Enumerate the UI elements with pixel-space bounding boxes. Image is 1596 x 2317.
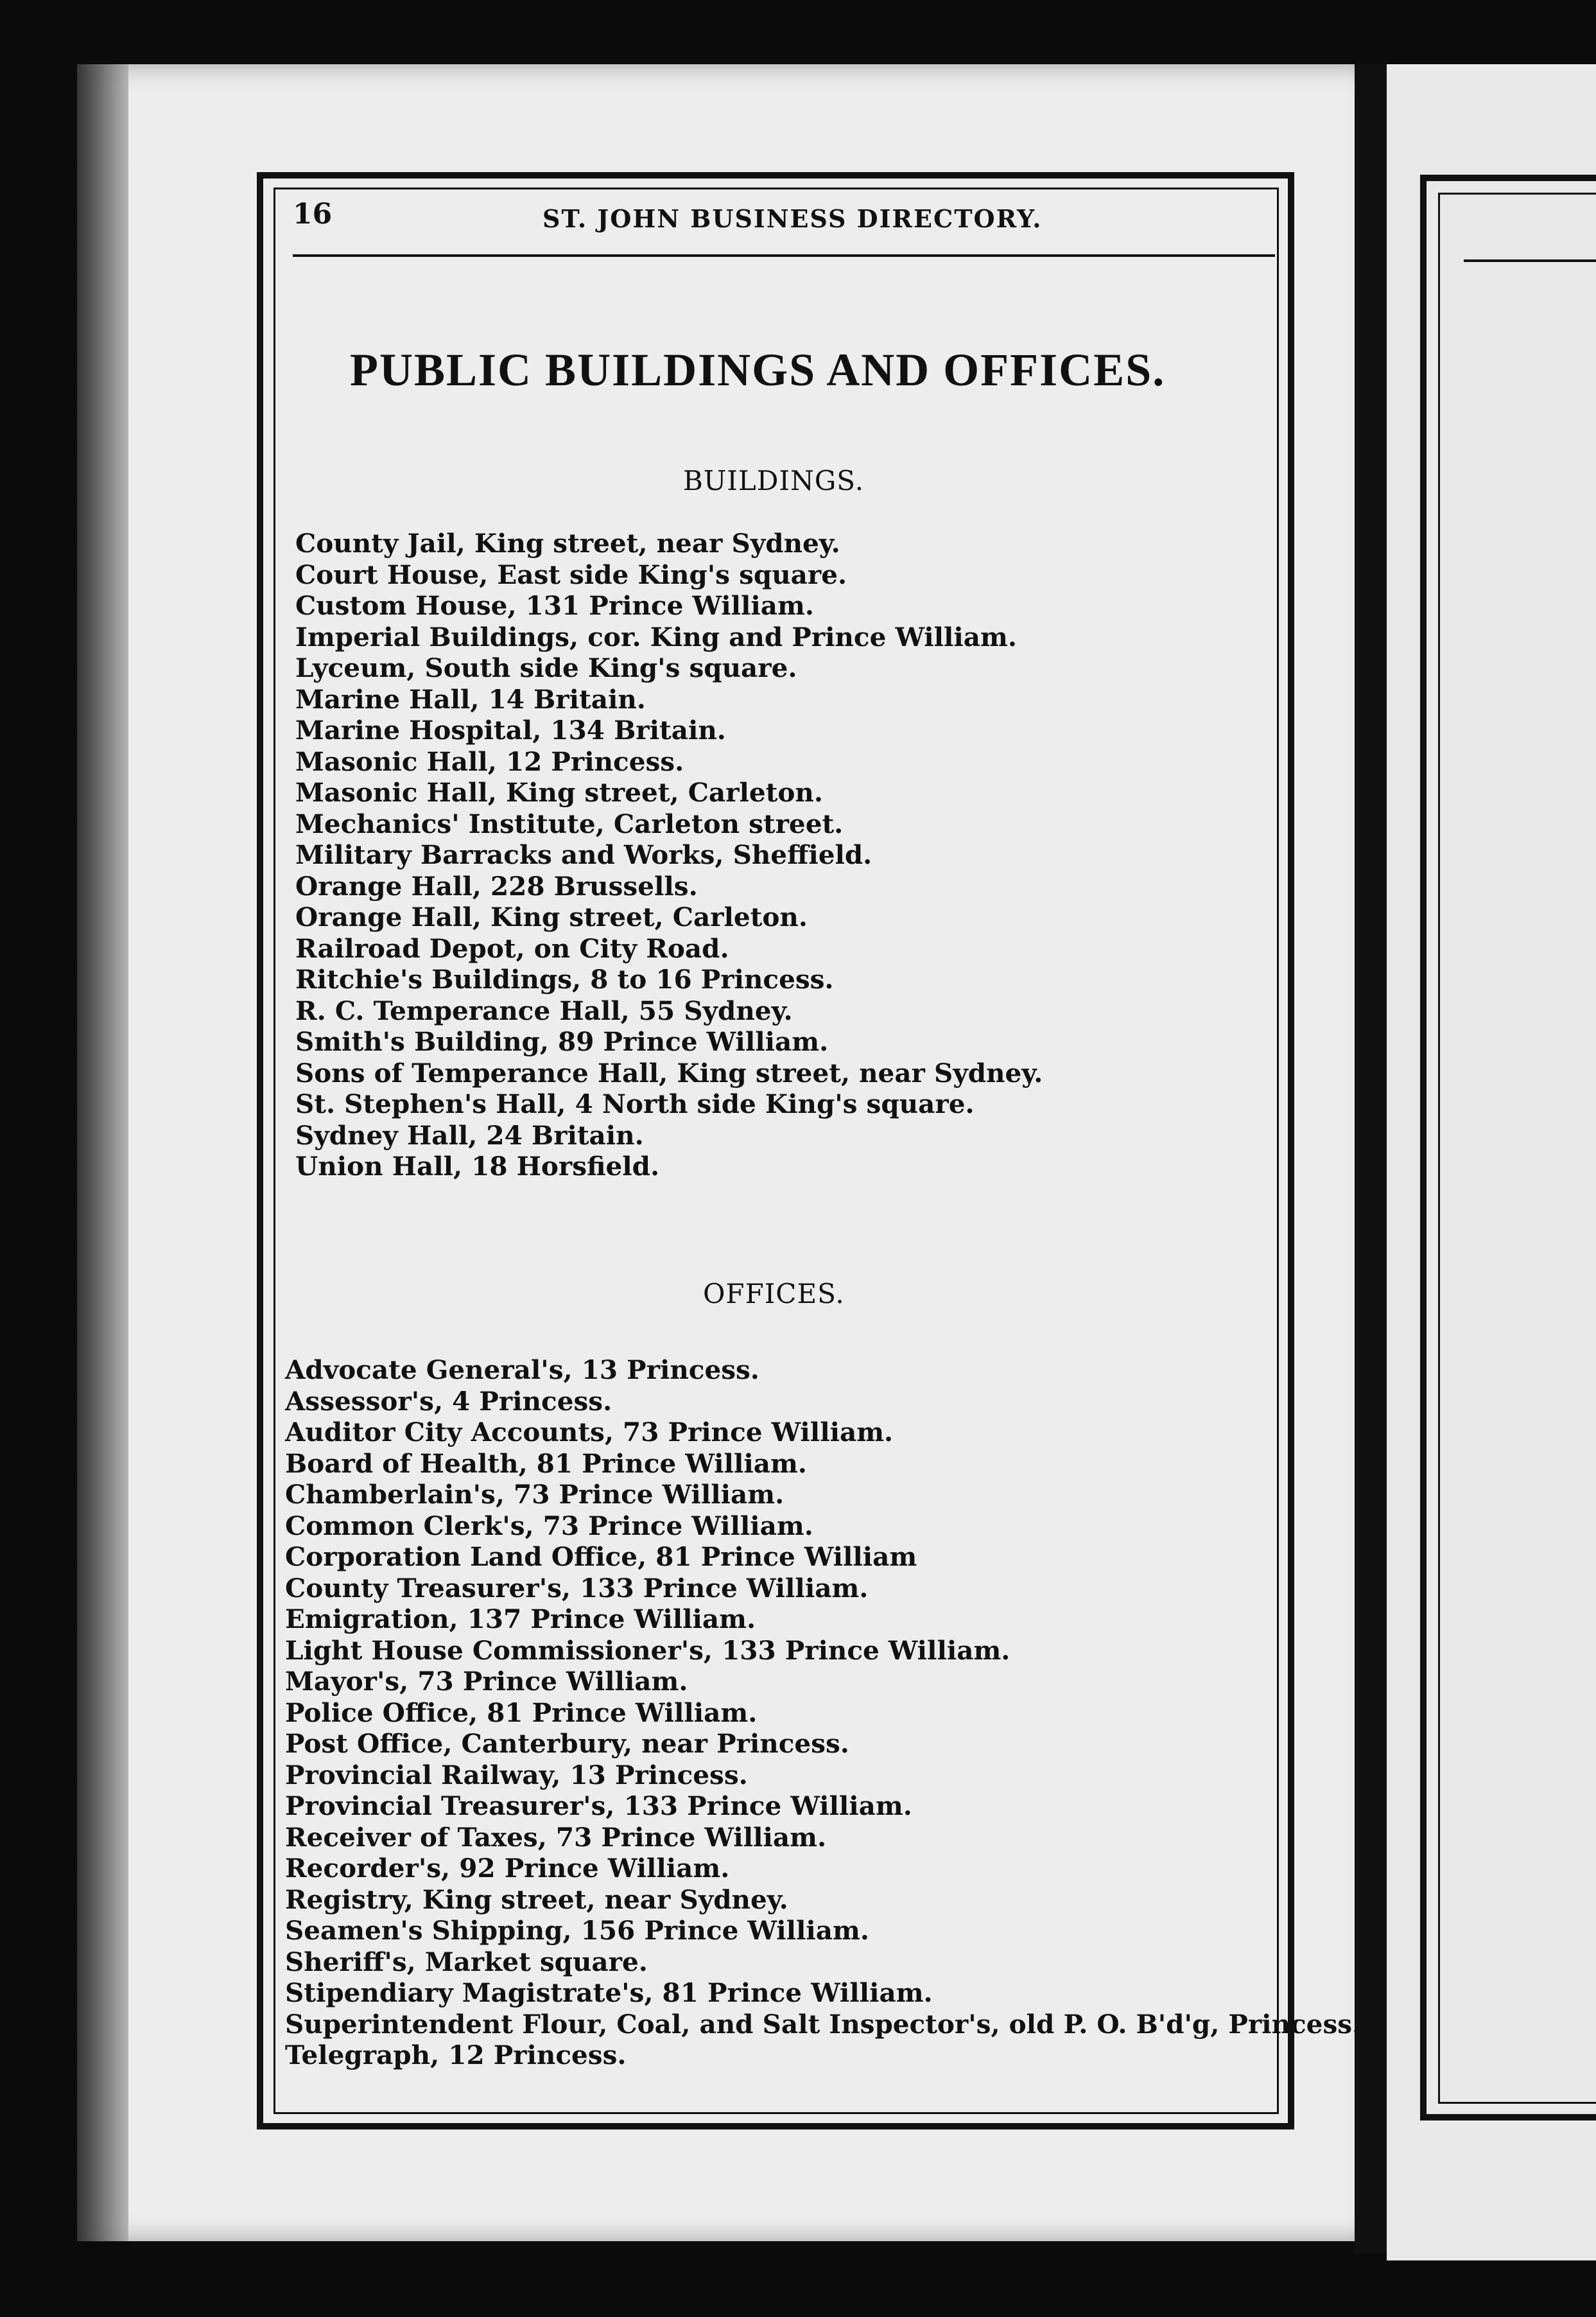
offices-entry: Registry, King street, near Sydney. [285,1884,788,1915]
buildings-entry: Custom House, 131 Prince William. [295,590,814,621]
offices-entry: Post Office, Canterbury, near Princess. [285,1728,849,1759]
offices-entry: County Treasurer's, 133 Prince William. [285,1572,869,1604]
offices-entry: Telegraph, 12 Princess. [285,2040,627,2070]
offices-entry: Common Clerk's, 73 Prince William. [285,1510,813,1541]
offices-entry: Provincial Railway, 13 Princess. [285,1759,748,1790]
buildings-entry: Masonic Hall, King street, Carleton. [295,777,823,808]
buildings-entry: Orange Hall, 228 Brussells. [295,870,698,902]
buildings-list [295,528,1043,1182]
right-page-header-rule [1464,259,1596,262]
buildings-entry: County Jail, King street, near Sydney. [295,528,840,559]
buildings-entry: R. C. Temperance Hall, 55 Sydney. [295,995,793,1026]
offices-entry: Board of Health, 81 Prince William. [285,1447,807,1479]
offices-heading: OFFICES. [703,1278,845,1309]
offices-entry: Seamen's Shipping, 156 Prince William. [285,1915,869,1946]
offices-entry: Advocate General's, 13 Princess. [285,1354,759,1385]
buildings-entry: St. Stephen's Hall, 4 North side King's square. [295,1089,975,1119]
buildings-entry: Orange Hall, King street, Carleton. [295,902,808,932]
offices-list [285,1354,1361,2071]
buildings-entry: Ritchie's Buildings, 8 to 16 Princess. [295,964,834,995]
buildings-entry: Marine Hall, 14 Britain. [295,683,646,715]
offices-entry: Receiver of Taxes, 73 Prince William. [285,1821,827,1853]
offices-entry: Superintendent Flour, Coal, and Salt Inspector's, old P. O. B'd'g, Princess. [285,2008,1362,2040]
offices-entry: Corporation Land Office, 81 Prince William [285,1541,917,1572]
buildings-entry: Sydney Hall, 24 Britain. [295,1119,644,1151]
offices-entry: Mayor's, 73 Prince William. [285,1666,688,1697]
page-number: 16 [293,198,333,231]
running-title: ST. JOHN BUSINESS DIRECTORY. [542,204,1043,233]
header-rule [293,254,1275,257]
offices-entry: Auditor City Accounts, 73 Prince William. [285,1417,894,1447]
offices-entry: Stipendiary Magistrate's, 81 Prince William. [285,1977,933,2008]
offices-entry: Recorder's, 92 Prince William. [285,1853,730,1884]
offices-entry: Emigration, 137 Prince William. [285,1604,756,1634]
buildings-entry: Union Hall, 18 Horsfield. [295,1151,660,1182]
offices-entry: Light House Commissioner's, 133 Prince William. [285,1634,1011,1666]
buildings-heading: BUILDINGS. [683,465,864,496]
buildings-entry: Lyceum, South side King's square. [295,652,797,683]
offices-entry: Provincial Treasurer's, 133 Prince William. [285,1790,912,1821]
buildings-entry: Railroad Depot, on City Road. [295,932,729,964]
buildings-entry: Imperial Buildings, cor. King and Prince William. [295,621,1017,652]
offices-entry: Assessor's, 4 Princess. [285,1385,612,1417]
buildings-entry: Masonic Hall, 12 Princess. [295,746,684,777]
offices-entry: Police Office, 81 Prince William. [285,1697,758,1728]
right-page-border-inner [1438,193,1596,2104]
buildings-entry: Mechanics' Institute, Carleton street. [295,808,844,839]
buildings-entry: Military Barracks and Works, Sheffield. [295,839,872,870]
buildings-entry: Marine Hospital, 134 Britain. [295,715,726,746]
offices-entry: Sheriff's, Market square. [285,1946,648,1977]
buildings-entry: Sons of Temperance Hall, King street, near Sydney. [295,1057,1043,1089]
book-spine-shadow [77,64,128,2241]
offices-entry: Chamberlain's, 73 Prince William. [285,1479,785,1510]
buildings-entry: Court House, East side King's square. [295,559,847,590]
buildings-entry: Smith's Building, 89 Prince William. [295,1026,829,1057]
section-title: PUBLIC BUILDINGS AND OFFICES. [350,344,1166,396]
